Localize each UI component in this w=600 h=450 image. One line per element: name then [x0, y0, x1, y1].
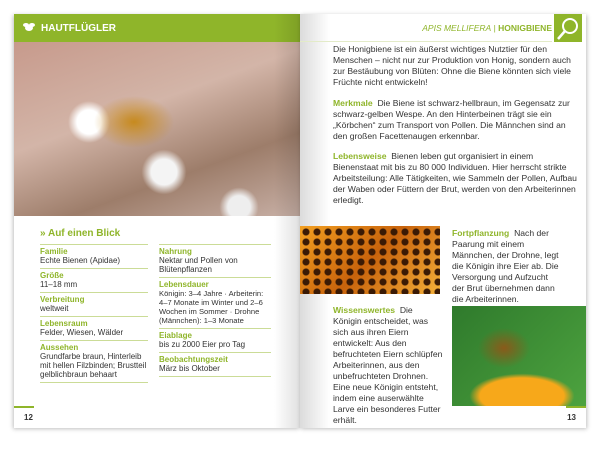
section-title	[40, 228, 120, 239]
chapter-header	[14, 14, 300, 42]
double-chevron-icon: »	[40, 228, 48, 239]
fact-item	[40, 340, 148, 383]
section-title-text: Auf einen Blick	[47, 228, 121, 239]
fact-label: Nahrung	[159, 247, 192, 256]
fact-label: Eiablage	[159, 331, 192, 340]
fact-value: Echte Bienen (Apidae)	[40, 256, 121, 265]
fact-value: weltweit	[40, 304, 69, 313]
fact-label: Beobachtungszeit	[159, 355, 228, 364]
latin-name: APIS MELLIFERA	[422, 23, 492, 33]
fact-label: Familie	[40, 247, 68, 256]
left-page	[14, 14, 300, 428]
bee-on-flower-photo	[452, 306, 586, 406]
fact-value: Grundfarbe braun, Hinterleib mit hellen Filzbinden; Brustteil gelblichbraun behaart	[40, 352, 147, 379]
wissenswertes-paragraph	[333, 305, 443, 426]
facts-column-1	[40, 244, 148, 383]
merkmale-paragraph	[333, 98, 577, 142]
fact-label: Verbreitung	[40, 295, 85, 304]
gutter-shadow	[300, 14, 330, 428]
fact-value: 11–18 mm	[40, 280, 78, 289]
wissenswertes-text: Die Königin entscheidet, was sich aus ihren Eiern entwickelt: Aus den befruchteten Eiern schlüpfen Arbeiterinnen, aus den unbefruchteten Drohnen. Eine neue Königin entsteht, indem eine auserwählte Larve ein besonderes Futter erhält.	[333, 305, 443, 425]
fortpflanzung-text: Nach der Paarung mit einem Männchen, der Drohne, legt die Königin ihre Eier ab. Die Versorgung und Aufzucht der Brut übernehmen dann die Arbeiterinnen.	[452, 228, 559, 304]
fact-value: Königin: 3–4 Jahre · Arbeiterin: 4–7 Monate im Winter und 2–6 Wochen im Sommer · Drohne (Männchen): 1–3 Monate	[159, 289, 264, 325]
wissenswertes-heading: Wissenswertes	[333, 305, 396, 315]
fact-item	[159, 352, 271, 377]
honeycomb-photo	[300, 226, 440, 294]
bee-on-blossom-photo	[14, 42, 300, 216]
fact-value: März bis Oktober	[159, 364, 220, 373]
fact-item	[40, 268, 148, 292]
common-name: HONIGBIENE	[498, 23, 552, 33]
species-header: APIS MELLIFERA | HONIGBIENE	[422, 23, 552, 33]
lebensweise-heading: Lebensweise	[333, 151, 387, 161]
fact-item	[159, 328, 271, 352]
merkmale-heading: Merkmale	[333, 98, 373, 108]
header-rule	[300, 41, 552, 42]
fortpflanzung-paragraph	[452, 228, 560, 305]
lebensweise-text: Bienen leben gut organisiert in einem Bienenstaat mit bis zu 80 000 Individuen. Hier herrscht strikte Arbeitsteilung: Alle Tätigkeiten, wie Sammeln der Pollen, Aufbau der Waben oder Füttern der Brut, werden von den Arbeiterinnen erledigt.	[333, 151, 577, 205]
page-rule	[14, 406, 34, 408]
fact-item	[40, 292, 148, 316]
intro-text: Die Honigbiene ist ein äußerst wichtiges Nutztier für den Menschen – nicht nur zur Produktion von Honig, sondern auch zur Bestäubung von Blüten: Ohne die Biene könnten sich viele Früchte nicht entwickeln!	[333, 44, 571, 87]
fact-value: Felder, Wiesen, Wälder	[40, 328, 124, 337]
chapter-title: HAUTFLÜGLER	[41, 22, 116, 34]
fact-item	[40, 244, 148, 268]
fact-item	[159, 277, 271, 328]
merkmale-text: Die Biene ist schwarz-hellbraun, im Gegensatz zur schwarz-gelben Wespe. An den Hinterbeinen trägt sie ein „Körbchen“ zum Transport von Pollen. Die Männchen sind an den großen Facettenaugen erkennbar.	[333, 98, 570, 141]
page-number: 12	[24, 413, 33, 422]
magnifier-icon	[554, 14, 582, 42]
bee-icon	[22, 22, 36, 35]
fact-item	[159, 244, 271, 277]
page-number: 13	[567, 413, 576, 422]
fortpflanzung-heading: Fortpflanzung	[452, 228, 510, 238]
page-rule	[566, 406, 586, 408]
gutter-shadow	[274, 14, 300, 428]
facts-column-2	[159, 244, 271, 377]
fact-label: Größe	[40, 271, 64, 280]
fact-label: Lebensraum	[40, 319, 88, 328]
right-page	[300, 14, 586, 428]
fact-value: Nektar und Pollen von Blütenpflanzen	[159, 256, 238, 274]
fact-label: Aussehen	[40, 343, 79, 352]
lebensweise-paragraph	[333, 151, 577, 206]
fact-label: Lebensdauer	[159, 280, 209, 289]
fact-value: bis zu 2000 Eier pro Tag	[159, 340, 246, 349]
fact-item	[40, 316, 148, 340]
